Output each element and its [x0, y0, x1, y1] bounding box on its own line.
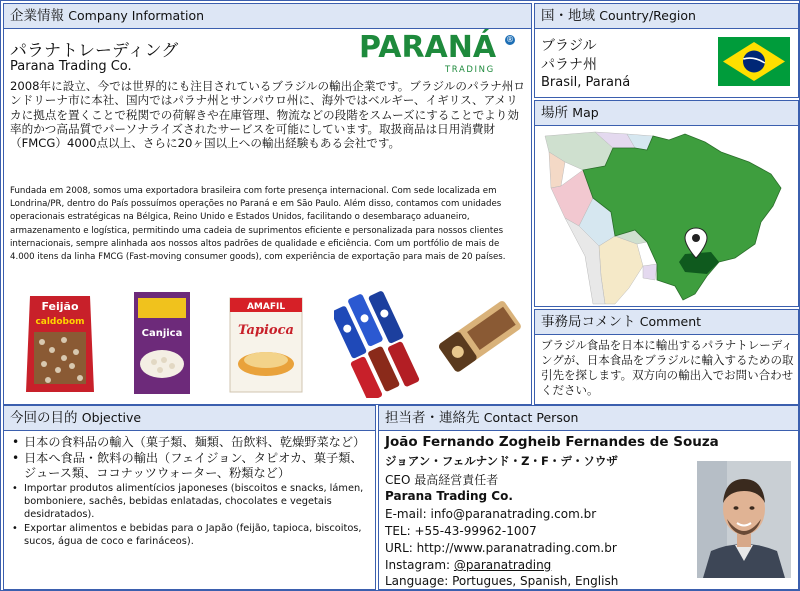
south-america-map	[535, 126, 798, 306]
objective-panel	[3, 405, 376, 590]
product-tapioca-brand: AMAFIL	[246, 302, 286, 312]
contact-instagram	[385, 558, 551, 572]
country-region-panel	[534, 3, 799, 98]
company-header-jp: 企業情報	[10, 8, 64, 24]
product-tapioca-label: Tapioca	[238, 323, 294, 338]
brazil-flag-icon	[718, 37, 790, 86]
comment-header-en: Comment	[639, 314, 702, 329]
company-header-en: Company Information	[68, 8, 205, 23]
map-header-en: Map	[572, 105, 599, 120]
country-header-en: Country/Region	[599, 8, 696, 23]
map-header	[535, 101, 798, 126]
objective-header	[4, 406, 375, 431]
comment-text: ブラジル食品を日本に輸出するパラナトレーディングが、日本食品をブラジルに輸入するための取引先を探します。双方向の輸出入でお問い合わせください。	[541, 338, 794, 397]
company-description-pt: Fundada em 2008, somos uma exportadora brasileira com forte presença internacional. Com sede localizada em Londrina/PR, dentro do País possuímos operações no Paraná e em São Paulo. Além disso, contamos com unidades operacionais estratégicas na Bélgica, Reino Unido e Estados Unidos, facilitando o desembaraço aduaneiro, armazenamento e logística, permitindo uma cadeia de suprimentos eficiente e personalizada para nossos clientes internacionais, sempre alinhada aos nossos altos padrões de qualidade e eficiência. Com um portfólio de mais de 4.000 itens da linha FMCG (Fast-moving consumer goods), com experiência de exportação para mais de 20 países.	[10, 186, 506, 263]
logo-tagline: TRADING	[445, 65, 495, 75]
contact-company: Parana Trading Co.	[385, 489, 513, 503]
company-name-en: Parana Trading Co.	[10, 59, 132, 74]
parana-trading-logo	[359, 30, 519, 78]
product-wafers-image	[334, 286, 426, 398]
objective-item: • Importar produtos alimentícios japoneses (biscoitos e snacks, lámen, bomboniere, sachês, bebidas enlatadas, chocolates e vegetais desidratados).	[10, 482, 372, 522]
company-info-header	[4, 4, 531, 29]
country-name-jp: ブラジル	[541, 38, 597, 54]
product-canjica-label: Canjica	[141, 328, 183, 339]
product-feijao-label: Feijão	[41, 300, 79, 313]
map-panel	[534, 100, 799, 307]
product-canjica-image	[132, 290, 192, 396]
company-info-panel	[3, 3, 532, 405]
comment-header-jp: 事務局コメント	[541, 314, 636, 330]
comment-panel	[534, 309, 799, 405]
objective-header-en: Objective	[81, 410, 142, 425]
map-header-jp: 場所	[541, 105, 568, 121]
contact-panel	[378, 405, 799, 590]
objective-item: • Exportar alimentos e bebidas para o Japão (feijão, tapioca, biscoitos, sucos, água de coco e farináceos).	[10, 522, 372, 549]
objective-list	[10, 435, 372, 549]
objective-item: • 日本の食料品の輸入（菓子類、麺類、缶飲料、乾燥野菜など）	[10, 435, 372, 451]
comment-header	[535, 310, 798, 335]
country-region-header	[535, 4, 798, 29]
objective-item: • 日本へ食品・飲料の輸出（フェイジョン、タピオカ、菓子類、ジュース類、ココナッツウォーター、粉類など）	[10, 451, 372, 482]
product-feijao-brand: caldobom	[35, 317, 85, 327]
contact-header	[379, 406, 798, 431]
contact-title: CEO 最高経営責任者	[385, 473, 499, 487]
instagram-link[interactable]: @paranatrading	[453, 558, 552, 572]
product-feijao-image	[24, 292, 96, 396]
product-cookies-image	[434, 290, 526, 390]
contact-name-jp: ジョアン・フェルナンド・Z・F・デ・ソウザ	[385, 454, 618, 468]
contact-language: Language: Portugues, Spanish, English	[385, 574, 619, 588]
company-name-jp: パラナトレーディング	[10, 41, 179, 61]
contact-header-jp: 担当者・連絡先	[385, 410, 480, 426]
company-description-jp: 2008年に設立、今では世界的にも注目されているブラジルの輸出企業です。ブラジルのパラナ州ロンドリーナ市に本社、国内ではパラナ州とサンパウロ州に、海外ではベルギー、イギリス、アメリカに拠点を置くことで税関での荷解きや在庫管理、物流などの段階をスムーズにすることでより効率的かつ高品質でパーソナライズされたサービスを可能にしています。取扱商品は日用消費財（FMCG）4000点以上、さらに20ヶ国以上への輸出経験もある会社です。	[10, 79, 525, 151]
product-images	[4, 286, 532, 404]
objective-header-jp: 今回の目的	[10, 410, 78, 426]
contact-photo	[697, 461, 791, 578]
logo-registered-mark: ®	[506, 35, 514, 44]
contact-url[interactable]: URL: http://www.paranatrading.com.br	[385, 541, 617, 555]
country-header-jp: 国・地域	[541, 8, 595, 24]
contact-email[interactable]: E-mail: info@paranatrading.com.br	[385, 507, 597, 521]
contact-header-en: Contact Person	[483, 410, 579, 425]
logo-wordmark: PARANÁ	[359, 30, 497, 65]
contact-name-en: João Fernando Zogheib Fernandes de Souza	[385, 434, 719, 450]
contact-tel[interactable]: TEL: +55-43-99962-1007	[385, 524, 537, 538]
country-region-en: Brasil, Paraná	[541, 75, 631, 90]
product-tapioca-image	[228, 296, 304, 394]
region-name-jp: パラナ州	[541, 57, 597, 73]
instagram-label: Instagram:	[385, 558, 454, 572]
